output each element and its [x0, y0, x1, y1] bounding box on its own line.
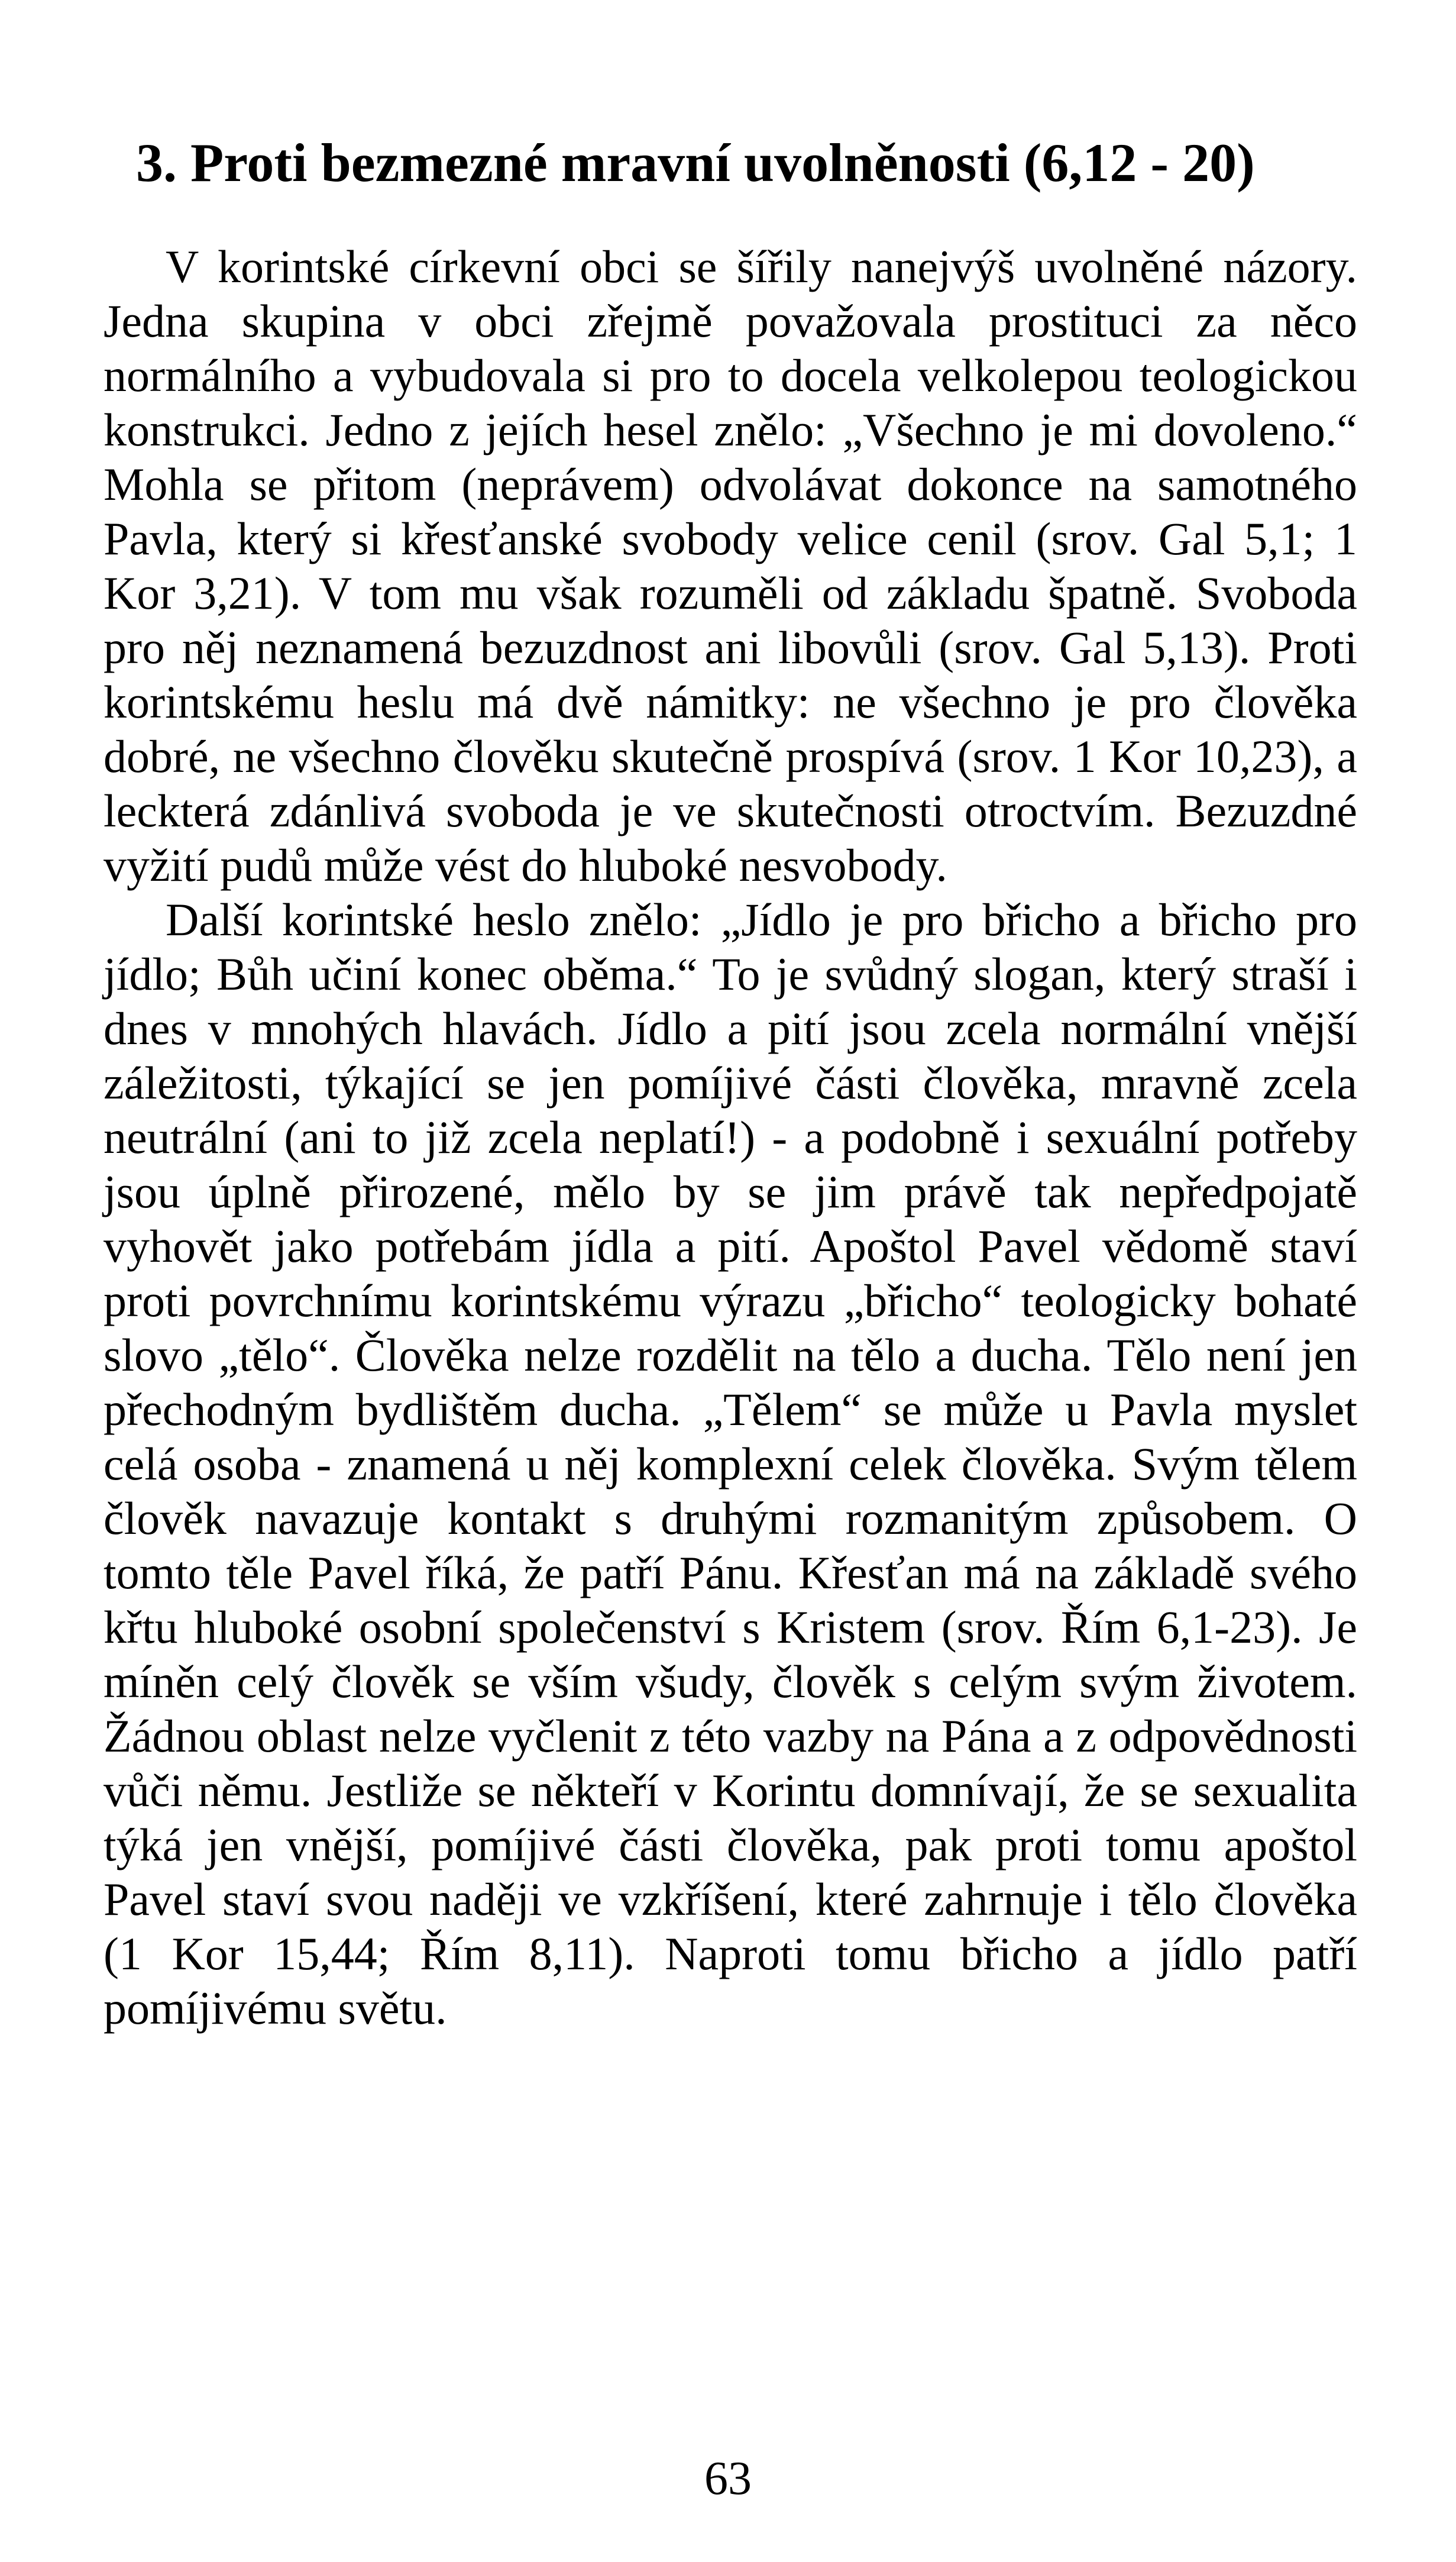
body-text: [103, 240, 1357, 2036]
section-heading: 3. Proti bezmezné mravní uvolněnosti (6,12 - 20): [136, 133, 1255, 193]
page-number: 63: [704, 2453, 752, 2505]
paragraph-2: Další korintské heslo znělo: „Jídlo je pro břicho a břicho pro jídlo; Bůh učiní konec oběma.“ To je svůdný slogan, který straší i dnes v mnohých hlavách. Jídlo a pití jsou zcela normální vnější záležitosti, týkající se jen pomíjivé části člověka, mravně zcela neutrální (ani to již zcela neplatí!) - a podobně i sexuální potřeby jsou úplně přirozené, mělo by se jim právě tak nepředpojatě vyhovět jako potřebám jídla a pití. Apoštol Pavel vědomě staví proti povrchnímu korintskému výrazu „břicho“ teologicky bohaté slovo „tělo“. Člověka nelze rozdělit na tělo a ducha. Tělo není jen přechodným bydlištěm ducha. „Tělem“ se může u Pavla myslet celá osoba - znamená u něj komplexní celek člověka. Svým tělem člověk navazuje kontakt s druhými rozmanitým způsobem. O tomto těle Pavel říká, že patří Pánu. Křesťan má na základě svého křtu hluboké osobní společenství s Kristem (srov. Řím 6,1-23). Je míněn celý člověk se vším všudy, člověk s celým svým životem. Žádnou oblast nelze vyčlenit z této vazby na Pána a z odpovědnosti vůči němu. Jestliže se někteří v Korintu domnívají, že se sexualita týká jen vnější, pomíjivé části člověka, pak proti tomu apoštol Pavel staví svou naději ve vzkříšení, které zahrnuje i tělo člověka (1 Kor 15,44; Řím 8,11). Naproti tomu břicho a jídlo patří pomíjivému světu.: [103, 894, 1357, 2034]
paragraph-1: V korintské církevní obci se šířily nanejvýš uvolněné názory. Jedna skupina v obci zřejmě považovala prostituci za něco normálního a vybudovala si pro to docela velkolepou teologickou konstrukci. Jedno z jejích hesel znělo: „Všechno je mi dovoleno.“ Mohla se přitom (neprávem) odvolávat dokonce na samotného Pavla, který si křesťanské svobody velice cenil (srov. Gal 5,1; 1 Kor 3,21). V tom mu však rozuměli od základu špatně. Svoboda pro něj neznamená bezuzdnost ani libovůli (srov. Gal 5,13). Proti korintskému heslu má dvě námitky: ne všechno je pro člověka dobré, ne všechno člověku skutečně prospívá (srov. 1 Kor 10,23), a leckterá zdánlivá svoboda je ve skutečnosti otroctvím. Bezuzdné vyžití pudů může vést do hluboké nesvobody.: [103, 241, 1357, 891]
